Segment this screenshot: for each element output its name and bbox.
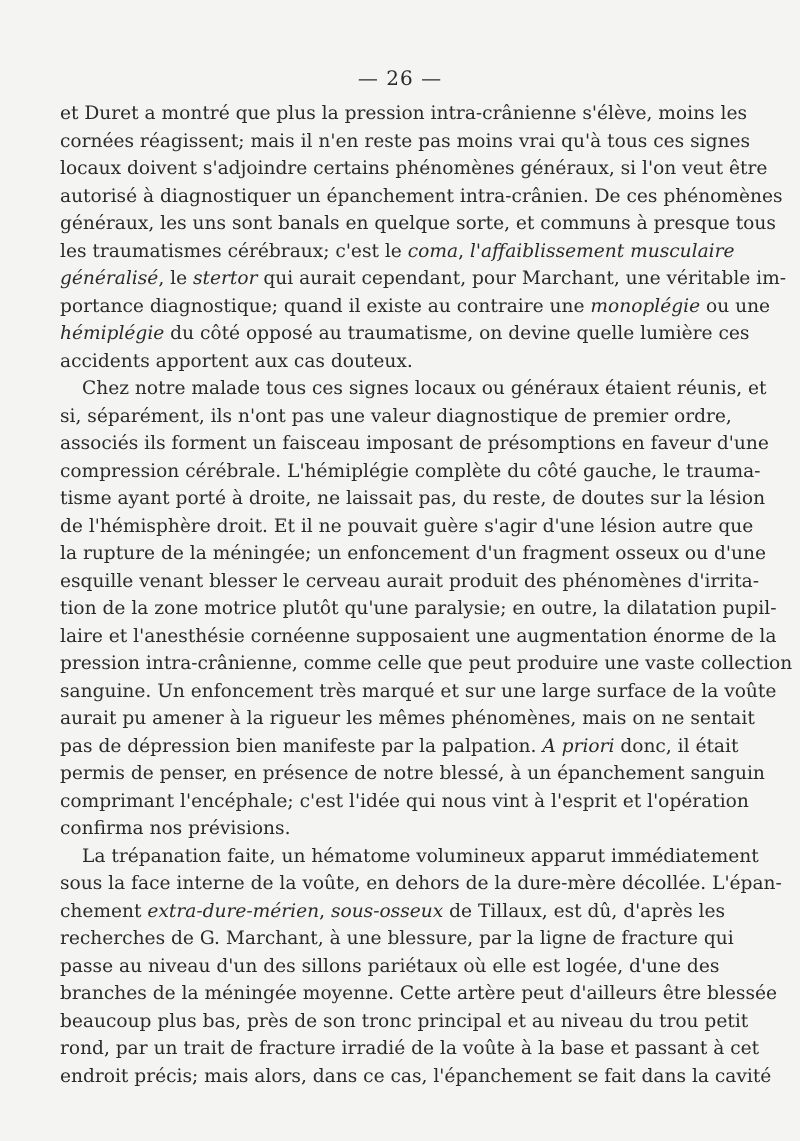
text-line bbox=[60, 1035, 760, 1063]
text-line bbox=[60, 733, 739, 761]
text-line bbox=[60, 870, 782, 898]
text-segment: confirma nos prévisions. bbox=[60, 818, 291, 839]
text-segment: portance diagnostique; quand il existe au contraire une bbox=[60, 295, 591, 317]
italic-term: extra-dure-mérien bbox=[147, 900, 320, 922]
text-segment: comprimant l'encéphale; c'est l'idée qui nous vint à l'esprit et l'opération bbox=[60, 790, 749, 812]
text-segment: sous la face interne de la voûte, en dehors de la dure-mère décollée. L'épan- bbox=[60, 873, 782, 894]
text-line bbox=[60, 403, 732, 431]
text-line bbox=[60, 788, 749, 816]
text-line bbox=[60, 128, 751, 156]
text-line bbox=[60, 348, 708, 376]
text-segment: laire et l'anesthésie cornéenne supposaient une augmentation énorme de la bbox=[60, 625, 777, 647]
text-segment: cornées réagissent; mais il n'en reste pas moins vrai qu'à tous ces signes bbox=[60, 130, 751, 152]
text-line bbox=[60, 210, 776, 238]
text-line bbox=[60, 430, 769, 458]
text-segment: si, séparément, ils n'ont pas une valeur diagnostique de premier ordre, bbox=[60, 405, 732, 427]
text-segment: , bbox=[458, 240, 470, 262]
text-line bbox=[60, 293, 771, 321]
text-line bbox=[60, 1063, 772, 1091]
text-line bbox=[60, 568, 760, 596]
text-line bbox=[60, 540, 766, 568]
text-line bbox=[60, 458, 761, 486]
text-segment: La trépanation faite, un hématome volumineux apparut immédiatement bbox=[82, 845, 759, 867]
text-segment: beaucoup plus bas, près de son tronc principal et au niveau du trou petit bbox=[60, 1010, 749, 1032]
text-line bbox=[60, 650, 793, 678]
text-segment: permis de penser, en présence de notre blessé, à un épanchement sanguin bbox=[60, 763, 765, 784]
text-line bbox=[60, 898, 726, 926]
text-line bbox=[60, 925, 734, 953]
text-line bbox=[60, 513, 754, 541]
text-segment: autorisé à diagnostiquer un épanchement intra-crânien. De ces phénomènes bbox=[60, 185, 783, 207]
text-segment: Chez notre malade tous ces signes locaux ou généraux étaient réunis, et bbox=[82, 378, 767, 399]
text-line bbox=[60, 265, 787, 293]
text-segment: tion de la zone motrice plutôt qu'une paralysie; en outre, la dilatation pupil- bbox=[60, 598, 777, 619]
text-line bbox=[60, 815, 708, 843]
italic-term: A priori bbox=[542, 735, 615, 757]
text-segment: , le bbox=[158, 268, 193, 289]
text-line bbox=[60, 623, 777, 651]
text-segment: les traumatismes cérébraux; c'est le bbox=[60, 240, 408, 262]
text-line bbox=[60, 100, 747, 128]
italic-term: hémiplégie bbox=[60, 323, 165, 344]
text-line bbox=[60, 980, 778, 1008]
text-line bbox=[60, 760, 765, 788]
text-segment: compression cérébrale. L'hémiplégie complète du côté gauche, le trauma- bbox=[60, 460, 761, 482]
body-text bbox=[60, 100, 793, 1090]
text-segment: aurait pu amener à la rigueur les mêmes phénomènes, mais on ne sentait bbox=[60, 708, 755, 729]
text-segment: endroit précis; mais alors, dans ce cas, l'épanchement se fait dans la cavité bbox=[60, 1065, 772, 1087]
text-line bbox=[60, 705, 755, 733]
text-line bbox=[60, 238, 735, 266]
text-segment: locaux doivent s'adjoindre certains phénomènes généraux, si l'on veut être bbox=[60, 158, 768, 179]
text-segment: donc, il était bbox=[614, 735, 739, 757]
text-segment: ou une bbox=[700, 295, 771, 317]
text-line bbox=[60, 485, 766, 513]
text-segment: accidents apportent aux cas douteux. bbox=[60, 350, 413, 372]
text-segment: et Duret a montré que plus la pression intra-crânienne s'élève, moins les bbox=[60, 103, 747, 124]
text-segment: pression intra-crânienne, comme celle que peut produire une vaste collection bbox=[60, 653, 793, 674]
text-segment: sanguine. Un enfoncement très marqué et sur une large surface de la voûte bbox=[60, 680, 777, 702]
italic-term: sous-osseux bbox=[330, 900, 444, 922]
italic-term: coma bbox=[407, 240, 459, 262]
text-line bbox=[60, 595, 777, 623]
text-line bbox=[60, 953, 720, 981]
text-segment: la rupture de la méningée; un enfoncement d'un fragment osseux ou d'une bbox=[60, 543, 766, 564]
text-segment: rond, par un trait de fracture irradié de la voûte à la base et passant à cet bbox=[60, 1038, 760, 1059]
italic-term: monoplégie bbox=[590, 295, 701, 317]
text-segment: qui aurait cependant, pour Marchant, une véritable im- bbox=[257, 268, 787, 289]
text-segment: esquille venant blesser le cerveau aurait produit des phénomènes d'irrita- bbox=[60, 570, 760, 592]
italic-term: l'affaiblissement musculaire bbox=[469, 240, 735, 262]
text-segment: passe au niveau d'un des sillons pariétaux où elle est logée, d'une des bbox=[60, 955, 720, 977]
text-segment: du côté opposé au traumatisme, on devine quelle lumière ces bbox=[164, 323, 750, 344]
text-segment: pas de dépression bien manifeste par la palpation. bbox=[60, 735, 543, 757]
text-segment: tisme ayant porté à droite, ne laissait pas, du reste, de doutes sur la lésion bbox=[60, 488, 766, 509]
text-segment: de Tillaux, est dû, d'après les bbox=[443, 900, 726, 922]
text-line bbox=[60, 155, 768, 183]
text-segment: , bbox=[319, 900, 331, 922]
italic-term: stertor bbox=[193, 268, 258, 289]
text-line bbox=[60, 678, 777, 706]
text-segment: associés ils forment un faisceau imposant de présomptions en faveur d'une bbox=[60, 433, 769, 454]
page-number: — 26 — bbox=[357, 66, 443, 90]
text-line bbox=[60, 183, 783, 211]
text-segment: généraux, les uns sont banals en quelque sorte, et communs à presque tous bbox=[60, 213, 776, 234]
text-line bbox=[60, 320, 750, 348]
text-segment: de l'hémisphère droit. Et il ne pouvait guère s'agir d'une lésion autre que bbox=[60, 515, 754, 537]
italic-term: généralisé bbox=[60, 268, 159, 289]
text-segment: branches de la méningée moyenne. Cette artère peut d'ailleurs être blessée bbox=[60, 983, 778, 1004]
text-line bbox=[60, 375, 767, 403]
text-segment: recherches de G. Marchant, à une blessure, par la ligne de fracture qui bbox=[60, 928, 734, 949]
text-line bbox=[60, 1008, 749, 1036]
text-line bbox=[60, 843, 759, 871]
text-segment: chement bbox=[60, 900, 148, 922]
